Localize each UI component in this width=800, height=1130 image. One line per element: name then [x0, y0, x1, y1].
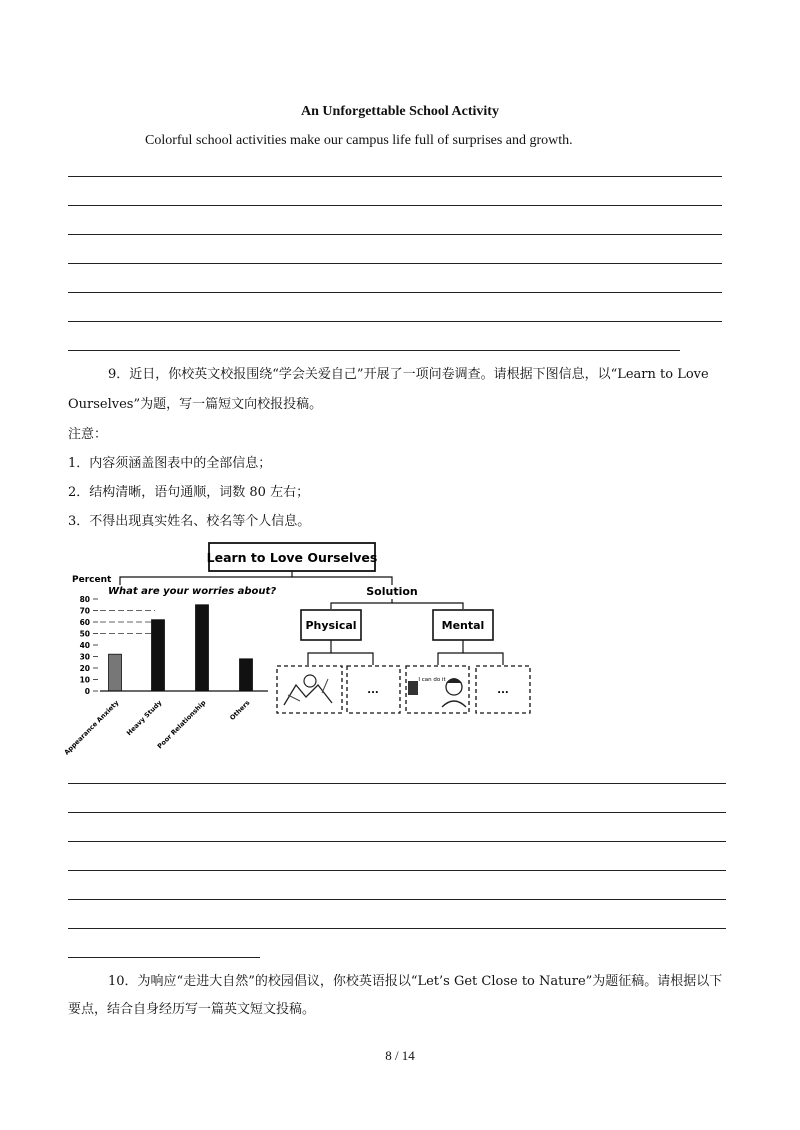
physical-label: Physical	[305, 619, 357, 632]
y-tick-label: 10	[79, 675, 90, 685]
y-tick-label: 60	[79, 618, 90, 627]
y-tick-label: 50	[79, 629, 90, 639]
essay-title: An Unforgettable School Activity	[301, 104, 499, 119]
thumb-caption: I can do it	[418, 677, 446, 683]
question10-line2: 要点，结合自身经历写一篇英文短文投稿。	[68, 1002, 316, 1017]
writing-line	[68, 928, 726, 929]
page-number: 8 / 14	[385, 1048, 415, 1063]
writing-line	[68, 899, 726, 900]
mental-label: Mental	[441, 619, 485, 632]
physical-picture-box	[277, 666, 342, 713]
writing-line	[68, 321, 722, 322]
question9-line2: Ourselves”为题，写一篇短文向校报投稿。	[68, 397, 323, 412]
y-tick-label: 20	[79, 664, 90, 673]
y-tick-label: 0	[84, 687, 90, 696]
writing-line	[68, 957, 260, 958]
writing-line	[68, 263, 722, 264]
writing-line	[68, 870, 726, 871]
note-item: 3．不得出现真实姓名、校名等个人信息。	[68, 514, 311, 529]
bar	[240, 659, 253, 691]
x-tick-label: Heavy Study	[125, 698, 164, 738]
writing-line	[68, 783, 726, 784]
question10-line1: 10．为响应“走进大自然”的校园倡议，你校英语报以“Let’s Get Close to Nature”为题征稿。请根据以下	[108, 974, 723, 989]
y-axis-label: Percent	[72, 575, 112, 585]
question9-line1: 9．近日，你校英文校报围绕“学会关爱自己”开展了一项问卷调查。请根据下图信息，以“Learn to Love	[108, 367, 709, 382]
x-tick-label: Appearance Anxiety	[62, 698, 121, 757]
note-item: 2．结构清晰，语句通顺，词数 80 左右；	[68, 485, 310, 500]
survey-figure	[60, 535, 550, 765]
notes-label: 注意：	[68, 427, 108, 442]
y-tick-label: 40	[79, 641, 90, 650]
writing-line	[68, 176, 722, 177]
writing-line	[68, 841, 726, 842]
x-tick-label: Others	[228, 698, 252, 722]
physical-ellipsis: ...	[367, 685, 379, 696]
y-tick-label: 30	[79, 652, 90, 662]
chart-title: What are your worries about?	[108, 586, 277, 597]
bar	[152, 620, 165, 691]
writing-line	[68, 812, 726, 813]
bar-chart	[63, 575, 277, 757]
note-item: 1．内容须涵盖图表中的全部信息；	[68, 456, 272, 471]
solution-label: Solution	[366, 585, 418, 598]
x-tick-label: Poor Relationship	[155, 698, 208, 751]
writing-line	[68, 205, 722, 206]
mental-ellipsis: ...	[497, 685, 509, 696]
bar	[109, 654, 122, 691]
writing-line	[68, 292, 722, 293]
writing-line	[68, 234, 722, 235]
writing-line	[68, 350, 680, 351]
bar	[196, 605, 209, 691]
y-tick-label: 80	[79, 595, 90, 604]
mind-map	[120, 543, 530, 713]
essay-intro: Colorful school activities make our campus life full of surprises and growth.	[145, 133, 573, 148]
root-label: Learn to Love Ourselves	[206, 550, 378, 565]
y-tick-label: 70	[79, 606, 90, 616]
